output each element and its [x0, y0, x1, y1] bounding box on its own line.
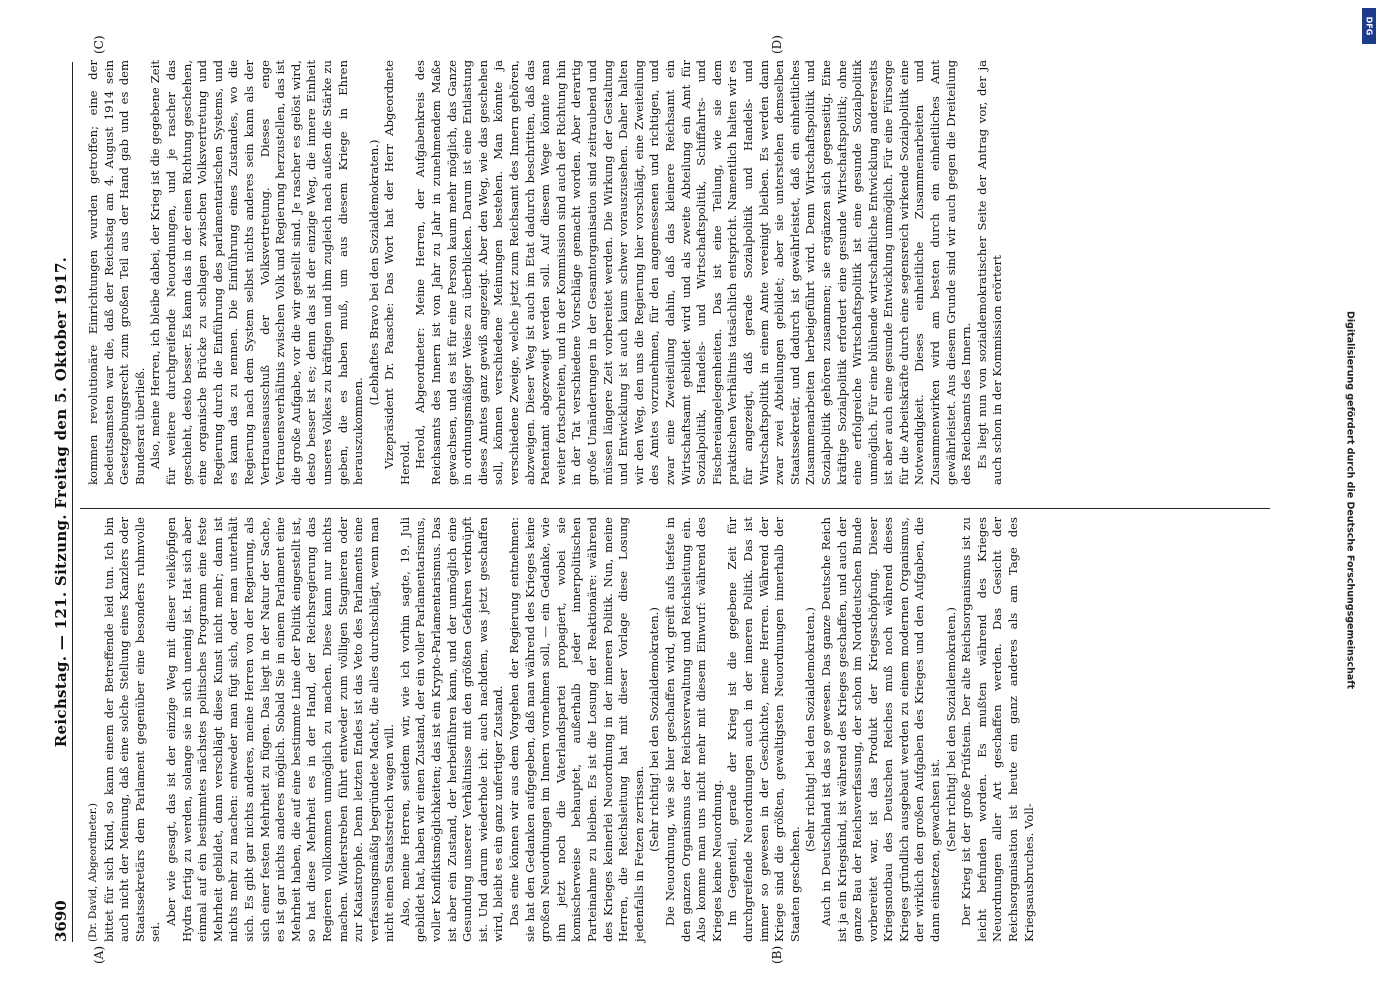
digitization-note: Digitalisierung gefördert durch die Deutsche Forschungsgemeinschaft — [1344, 311, 1356, 689]
margin-marker-c: (C) — [92, 35, 106, 54]
paragraph: Es liegt nun von sozialdemokratischer Seite der Antrag vor, der ja auch schon in der Kommission erörtert — [974, 60, 1005, 485]
interjection: (Sehr richtig! bei den Sozialdemokraten.) — [803, 607, 818, 852]
left-column — [86, 517, 1037, 942]
column-divider — [80, 508, 1270, 509]
interjection: (Sehr richtig! bei den Sozialdemokraten.) — [647, 607, 662, 852]
paragraph: Der Krieg ist der große Prüfstein. Der alte Reichsorganismus ist zu leicht befunden worden. Es mußten während des Krieges Neuordnungen aller Art geschaffen werden. Das Gesicht der Reichsorganisation ist heute ein ganz anderes als am Tage des Kriegsausbruches. Voll- — [959, 517, 1036, 942]
margin-marker-d: (D) — [770, 35, 784, 54]
paragraph: Im Gegenteil, gerade der Krieg ist die gegebene Zeit für durchgreifende Neuordnungen auch in der inneren Politik. Das ist immer so gewesen in der Geschichte, meine Herren. Während der Kriege sind die größten, gewaltigsten Neuordnungen innerhalb der Staaten geschehen. — [725, 517, 802, 942]
paragraph: Also, meine Herren, ich bleibe dabei, der Krieg ist die gegebene Zeit für weitere durchgreifende Neuordnungen, und je rascher das geschieht, desto besser. Es kann das in der einen Richtung geschehen, eine organische Brücke zu schlagen zwischen Volksvertretung und Regierung durch die Einführung des parlamentarischen Systems, und es kann das zu nennen. Die Einführung eines Zustandes, wo die Regierung nach dem System selbst nichts anderes sein kann als der Vertrauensausschuß der Volksvertretung. Dieses enge Vertrauensverhältnis zwischen Volk und Regierung herzustellen, das ist die große Aufgabe, vor die wir gestellt sind. Je rascher es gelöst wird, desto besser ist es; denn das ist der einzige Weg, die innere Einheit unseres Volkes zu kräftigen und ihm zugleich nach außen die Stärke zu geben, die es haben muß, um aus diesem Kriege in Ehren herauszukommen. — [148, 60, 366, 485]
paragraph: Das eine können wir aus dem Vorgehen der Regierung entnehmen: sie hat den Gedanken aufgegeben, daß man während des Krieges keine großen Neuordnungen im Innern vornehmen soll, — ein Gedanke, wie ihn jetzt noch die Vaterlandspartei propagiert, wobei sie komischerweise behauptet, außerhalb jeder innerpolitischen Parteinahme zu bleiben. Es ist die Losung der Reaktionäre: während des Krieges keinerlei Neuordnung in der inneren Politik. Nun, meine Herren, die Reichsleitung hat mit dieser Vorlage diese Losung jedenfalls in Fetzen zerrissen. — [507, 517, 646, 942]
paragraph: Vizepräsident Dr. Paasche: Das Wort hat der Herr Abgeordnete Herold. — [382, 60, 412, 485]
paragraph: Also, meine Herren, seitdem wir, wie ich vorhin sagte, 19. Juli gebildet hat, haben wir einen Zustand, der ein voller Parlamentarismus, voller Konfliktsmöglichkeiten; das ist ein Krypto-Parlamentarismus. Das ist aber ein Zustand, der herbeiführen kann, und der unmöglich eine Gesundung unserer Verhältnisse mit den größten Gefahren verknüpft ist. Und darum wiederhole ich: auch nachdem, was jetzt geschaffen wird, bleibt es ein ganz unfertiger Zustand. — [397, 517, 506, 942]
paragraph: Aber wie gesagt, das ist der einzige Weg mit dieser vielköpfigen Hydra fertig zu werden, solange sie in sich uneinig ist. Hat sich aber einmal auf ein bestimmtes nächstes politisches Programm eine feste Mehrheit gebildet, dann verschlägt diese Kunst nicht mehr; dann ist nichts mehr zu machen: entweder man fügt sich, oder man unterhält sich. Es gibt gar nichts anderes, meine Herren von der Regierung, als sich einer festen Mehrheit zu fügen. Das liegt in der Natur der Sache, es ist gar nichts anderes möglich. Sobald Sie in einem Parlament eine Mehrheit haben, die auf eine bestimmte Linie der Politik eingestellt ist, so hat diese Mehrheit es in der Hand, der Reichsregierung das Regieren vollkommen unmöglich zu machen. Diese kann nur nichts machen. Widerstreben führt entweder zum völligen Stagnieren oder zur Katastrophe. Denn letzten Endes ist das Veto des Parlaments eine verfassungsmäßig begründete Macht, die alles durchschlägt, wenn man nicht einen Staatsstreich wagen will. — [163, 517, 397, 942]
paragraph: Die Neuordnung, wie sie hier geschaffen wird, greift aufs tiefste in den ganzen Organismus der Reichsverwaltung und Reichsleitung ein. Also komme man uns nicht mehr mit diesem Einwurf: während des Krieges keine Neuordnung. — [662, 517, 724, 942]
paragraph: Auch in Deutschland ist das so gewesen. Das ganze Deutsche Reich ist ja ein Kriegskind, ist während des Krieges geschaffen, und auch der ganze Bau der Reichsverfassung, der schon im Norddeutschen Bunde vorbereitet war, ist das Produkt der Kriegsschöpfung. Dieser Kriegsnotbau des Deutschen Reiches muß noch während dieses Krieges gründlich ausgebaut werden zu einem modernen Organismus, der wirklich den großen Aufgaben des Krieges und den Aufgaben, die dann einsetzen, gewachsen ist. — [818, 517, 943, 942]
interjection: (Sehr richtig! bei den Sozialdemokraten.) — [943, 607, 958, 852]
margin-marker-a: (A) — [92, 945, 106, 964]
dfg-logo: DFG — [1362, 8, 1376, 44]
paragraph: kommen revolutionäre Einrichtungen wurden getroffen; eine der bedeutsamsten war die, daß der Reichstag am 4. August 1914 sein Gesetzgebungsrecht zum großen Teil aus der Hand gab und es dem Bundesrat überließ. — [86, 60, 147, 485]
interjection: (Lebhaftes Bravo bei den Sozialdemokraten.) — [366, 139, 381, 406]
paragraph: Herold, Abgeordneter: Meine Herren, der Aufgabenkreis des Reichsamts des Innern ist von Jahr zu Jahr in zunehmendem Maße gewachsen, und es ist für eine Person kaum mehr möglich, das Ganze in ordnungsmäßiger Weise zu überblicken. Darum ist eine Entlastung dieses Amtes ganz gewiß angezeigt. Aber den Weg, wie das geschehen soll, können verschiedene Meinungen bestehen. Man könnte ja verschiedene Zweige, welche jetzt zum Reichsamt des Innern gehören, abzweigen. Dieser Weg ist auch im Etat dadurch beschritten, daß das Patentamt abgezweigt werden soll. Auf diesem Wege könnte man weiter fortschreiten, und in der Kommission sind auch der Richtung hin in der Tat verschiedene Vorschläge gemacht worden. Aber derartig große Umänderungen in der Gesamtorganisation sind zeitraubend und müssen längere Zeit vorbereitet werden. Die Wirkung der Gestaltung und Entwicklung ist auch kaum schwer vorauszusehen. Daher halten wir den Weg, den uns die Regierung hier vorschlägt, eine Zweiteilung des Amtes vorzunehmen, für den angemessenen und richtigen, und zwar eine Zweiteilung dahin, daß das kleinere Reichsamt ein Wirtschaftsamt gebildet wird und als zweite Abteilung ein Amt für Sozialpolitik, Handels- und Wirtschaftspolitik, Schiffahrts- und Fischereiangelegenheiten. Das ist eine Teilung, wie sie dem praktischen Verhältnis tatsächlich entspricht. Namentlich halten wir es für angezeigt, daß gerade Sozialpolitik und Handels- und Wirtschaftspolitik in einem Amte vereinigt bleiben. Es werden dann zwar zwei Abteilungen gebildet; aber sie unterstehen demselben Staatssekretär, und dadurch ist gewährleistet, daß ein einheitliches Zusammenarbeiten herbeigeführt wird. Denn Wirtschaftspolitik und Sozialpolitik gehören zusammen; sie ergänzen sich gegenseitig. Eine kräftige Sozialpolitik erfordert eine gesunde Wirtschaftspolitik; ohne eine erfolgreiche Wirtschaftspolitik ist eine gesunde Sozialpolitik unmöglich. Für eine blühende wirtschaftliche Entwicklung andererseits ist aber auch eine gesunde Entwicklung unmöglich. Für eine Fürsorge für die Arbeitskräfte durch eine segensreich wirkende Sozialpolitik eine Notwendigkeit. Dieses einheitliche Zusammenarbeiten und Zusammenwirken wird am besten durch ein einheitliches Amt gewährleistet. Aus diesem Grunde sind wir auch gegen die Dreiteilung des Reichsamts des Innern. — [413, 60, 974, 485]
page-title: Reichstag. — 121. Sitzung. Freitag den 5. Oktober 1917. — [52, 256, 70, 748]
margin-marker-b: (B) — [770, 945, 784, 964]
page-number: 3690 — [52, 900, 70, 942]
paragraph: bittet für sich Kind, so kann einem der Betreffende leid tun. Ich bin auch nicht der Meinung, daß eine solche Stellung eines Kanzlers oder Staatssekretärs dem Parlament gegenüber eine besonders ruhmvolle sei. — [101, 517, 163, 942]
right-column — [86, 60, 1006, 485]
page-header — [52, 62, 73, 942]
speaker-line: (Dr. David, Abgeordneter.) — [87, 803, 99, 942]
